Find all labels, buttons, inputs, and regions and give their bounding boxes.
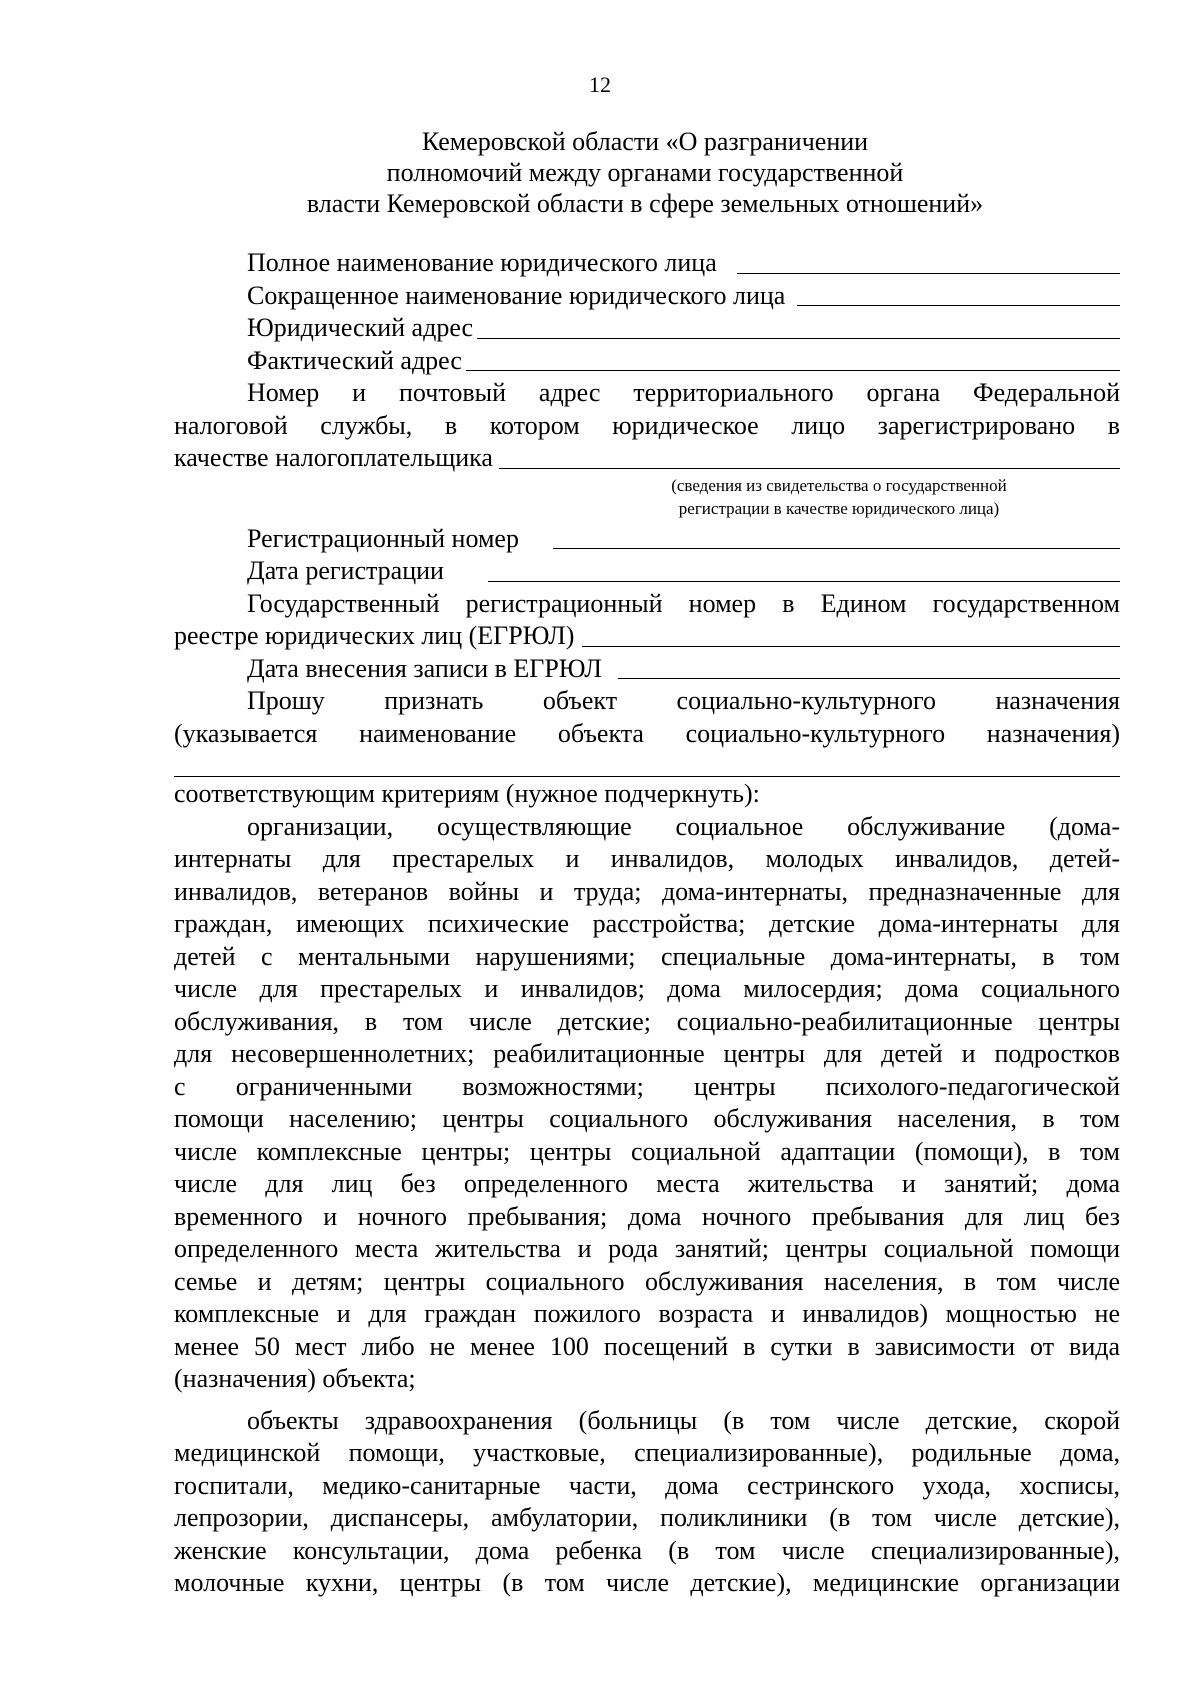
document-title [170,126,1120,219]
title-line: власти Кемеровской области в сфере земельных отношений» [306,189,984,218]
title-line: Кемеровской области «О разграничении [421,127,869,156]
paragraph-line: молочные кухни, центры (в том числе детские), медицинские организации [174,1568,1120,1597]
egrul-date-field [174,653,1120,686]
paragraph-line: обслуживания, в том числе детские; социально-реабилитационные центры [174,1006,1120,1036]
paragraph-line: инвалидов, ветеранов войны и труда; дома-интернаты, предназначенные для [174,876,1120,906]
paragraph-line: с ограниченными возможностями; центры психолого-педагогической [174,1071,1120,1101]
full-name-field [174,247,1120,280]
page-number: 12 [589,72,611,97]
short-name-field [174,280,1120,313]
reg-number-field [174,523,1120,556]
hint-note [619,474,1059,520]
paragraph-social-organizations [174,811,1120,1396]
egrul-number-blank[interactable] [582,646,1120,647]
paragraph-line: числе комплексные центры; центры социальной адаптации (помощи), в том [174,1136,1120,1166]
paragraph-line: (назначения) объекта; [174,1364,416,1393]
short-name-label: Сокращенное наименование юридического лица [247,280,786,310]
application-form [174,247,1120,783]
actual-address-blank[interactable] [466,370,1120,371]
actual-address-field [174,345,1120,378]
paragraph-line: граждан, имеющих психические расстройства; детские дома-интернаты для [174,909,1120,938]
title-line: полномочий между органами государственной [386,158,904,187]
tax-office-label: качестве налогоплательщика [174,443,493,472]
legal-address-blank[interactable] [477,338,1120,339]
paragraph-line: медицинской помощи, участковые, специализированные), родильные дома, [174,1438,1120,1467]
short-name-blank[interactable] [797,305,1120,306]
hint-note-line: регистрации в качестве юридического лица) [678,498,1000,518]
paragraph-line: госпитали, медико-санитарные части, дома сестринского ухода, хосписы, [174,1470,1120,1500]
tax-text-line: налоговой службы, в котором юридическое лицо зарегистрировано в [174,410,1120,440]
paragraph-line: женские консультации, дома ребенка (в том числе специализированные), [174,1535,1120,1565]
paragraph-line: числе для престарелых и инвалидов; дома милосердия; дома социального [174,974,1120,1003]
actual-address-label: Фактический адрес [247,345,462,375]
tax-office-blank[interactable] [499,468,1120,469]
paragraph-line: числе для лиц без определенного места жительства и занятий; дома [174,1169,1120,1198]
egrul-text-line: Государственный регистрационный номер в Едином государственном [247,588,1120,618]
paragraph-line: детей с ментальными нарушениями; специальные дома-интернаты, в том [174,941,1120,971]
paragraph-line: лепрозории, диспансеры, амбулатории, поликлиники (в том числе детские), [174,1503,1120,1532]
reg-number-blank[interactable] [553,548,1120,549]
egrul-date-blank[interactable] [618,678,1120,679]
request-text-line: (указывается наименование объекта социально-культурного назначения) [174,718,1120,748]
full-name-label: Полное наименование юридического лица [247,248,717,277]
paragraph-line: семье и детям; центры социального обслуживания населения, в том числе [174,1266,1120,1296]
egrul-number-label: реестре юридических лиц (ЕГРЮЛ) [174,621,575,650]
legal-address-label: Юридический адрес [247,313,474,342]
reg-date-label: Дата регистрации [247,556,444,585]
reg-number-label: Регистрационный номер [247,523,519,553]
reg-date-blank[interactable] [488,581,1120,582]
request-text-line: Прошу признать объект социально-культурного назначения [247,686,1120,715]
egrul-date-label: Дата внесения записи в ЕГРЮЛ [247,653,602,683]
paragraph-line: комплексные и для граждан пожилого возраста и инвалидов) мощностью не [174,1299,1120,1328]
paragraph-line: определенного места жительства и рода занятий; центры социальной помощи [174,1234,1120,1263]
paragraph-line: для несовершеннолетних; реабилитационные центры для детей и подростков [174,1039,1120,1068]
criteria-intro: соответствующим критериям (нужное подчеркнуть): [174,779,760,808]
reg-date-field [174,555,1120,588]
egrul-number-field [174,620,1120,653]
criteria-text [174,778,1120,1600]
tax-office-field [174,442,1120,475]
paragraph-line: организации, осуществляющие социальное обслуживание (дома- [247,811,1120,841]
paragraph-line: интернаты для престарелых и инвалидов, молодых инвалидов, детей- [174,844,1120,873]
object-name-blank[interactable] [174,750,1120,777]
paragraph-health-objects [174,1405,1120,1600]
hint-note-line: (сведения из свидетельства о государственной [671,475,1007,495]
paragraph-line: объекты здравоохранения (больницы (в том числе детские, скорой [247,1405,1120,1435]
paragraph-line: менее 50 мест либо не менее 100 посещений в сутки в зависимости от вида [174,1331,1120,1361]
paragraph-line: временного и ночного пребывания; дома ночного пребывания для лиц без [174,1201,1120,1231]
paragraph-line: помощи населению; центры социального обслуживания населения, в том [174,1104,1120,1133]
full-name-blank[interactable] [737,273,1120,274]
legal-address-field [174,312,1120,345]
tax-text-line: Номер и почтовый адрес территориального органа Федеральной [247,378,1120,407]
